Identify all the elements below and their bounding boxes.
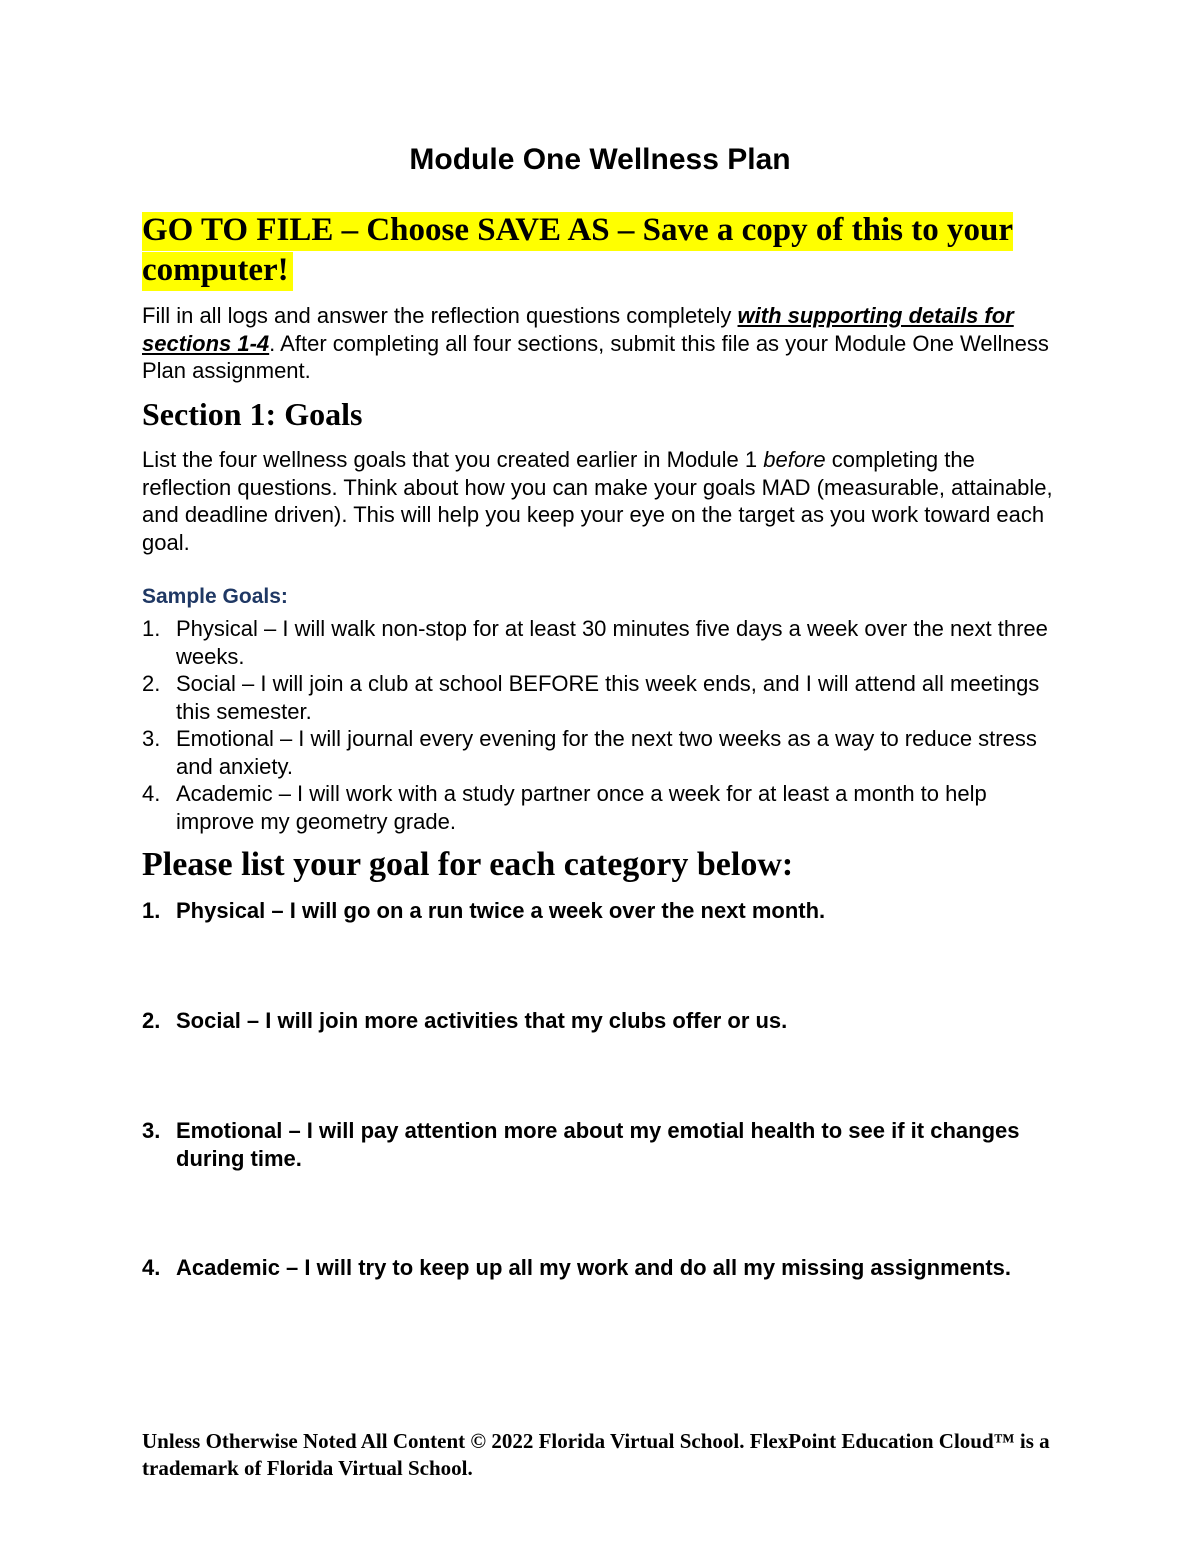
- highlighted-instruction: GO TO FILE – Choose SAVE AS – Save a copy of this to your computer!: [142, 212, 1013, 291]
- answer-text: Emotional – I will pay attention more about my emotial health to see if it changes during time.: [176, 1118, 1020, 1171]
- intro-paragraph: [142, 302, 1062, 385]
- list-number: 1.: [142, 616, 161, 641]
- answer-text: Academic – I will try to keep up all my work and do all my missing assignments.: [176, 1255, 1012, 1280]
- goals-description: [142, 446, 1062, 556]
- answer-text: Social – I will join more activities that my clubs offer or us.: [176, 1008, 788, 1033]
- answer-number: 3.: [142, 1118, 161, 1143]
- intro-lead: Fill in all logs and answer the reflection questions completely: [142, 303, 738, 328]
- list-item-text: Social – I will join a club at school BEFORE this week ends, and I will attend all meetings this semester.: [176, 671, 1040, 724]
- list-item-text: Academic – I will work with a study partner once a week for at least a month to help improve my geometry grade.: [176, 781, 987, 834]
- answer-number: 1.: [142, 898, 161, 923]
- copyright-footer: Unless Otherwise Noted All Content © 2022 Florida Virtual School. FlexPoint Education Cloud™ is a trademark of Florida Virtual School.: [142, 1429, 1050, 1480]
- intro-emphasis: with supporting details for sections 1-4: [142, 303, 1014, 356]
- list-number: 3.: [142, 726, 161, 751]
- list-item: [142, 725, 1062, 780]
- goal-prompt-heading: Please list your goal for each category below:: [142, 846, 794, 883]
- goal-answer-social: [142, 1007, 1042, 1035]
- list-number: 4.: [142, 781, 161, 806]
- section-1-heading: Section 1: Goals: [142, 396, 363, 432]
- page-title: Module One Wellness Plan: [409, 143, 791, 176]
- sample-goals-list: [142, 615, 1062, 835]
- list-item-text: Physical – I will walk non-stop for at least 30 minutes five days a week over the next three weeks.: [176, 616, 1048, 669]
- list-item: [142, 780, 1062, 835]
- list-item-text: Emotional – I will journal every evening for the next two weeks as a way to reduce stress and anxiety.: [176, 726, 1037, 779]
- answer-text: Physical – I will go on a run twice a week over the next month.: [176, 898, 826, 923]
- answer-number: 2.: [142, 1008, 161, 1033]
- goals-desc-tail: completing the reflection questions. Think about how you can make your goals MAD (measurable, attainable, and deadline driven). This will help you keep your eye on the target as you work toward each goal.: [142, 447, 1053, 555]
- answer-number: 4.: [142, 1255, 161, 1280]
- goal-answer-physical: [142, 897, 1042, 925]
- goals-desc-italic: before: [763, 447, 826, 472]
- goals-desc-lead: List the four wellness goals that you created earlier in Module 1: [142, 447, 764, 472]
- goal-answer-academic: [142, 1254, 1042, 1282]
- goal-answer-emotional: [142, 1117, 1042, 1172]
- list-number: 2.: [142, 671, 161, 696]
- sample-goals-label: Sample Goals:: [142, 585, 288, 608]
- intro-tail: . After completing all four sections, submit this file as your Module One Wellness Plan assignment.: [142, 330, 1049, 383]
- list-item: [142, 615, 1062, 670]
- save-instruction-banner: [142, 210, 1042, 290]
- list-item: [142, 670, 1062, 725]
